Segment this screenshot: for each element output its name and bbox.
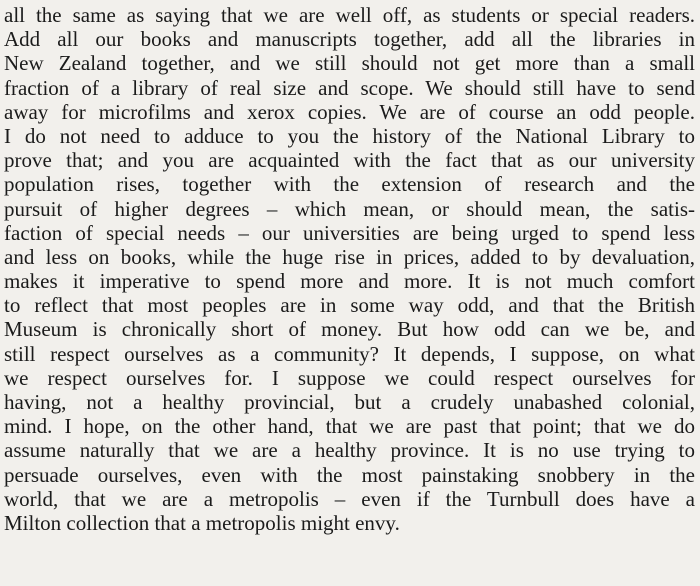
text-line: I do not need to adduce to you the history of the National Library to — [4, 123, 695, 148]
text-line: makes it imperative to spend more and more. It is not much comfort — [4, 269, 695, 294]
text-line: faction of special needs – our universities are being urged to spend less — [4, 220, 695, 245]
text-line: persuade ourselves, even with the most painstaking snobbery in the — [4, 462, 695, 487]
text-line: population rises, together with the extension of research and the — [4, 172, 695, 197]
text-line: Museum is chronically short of money. But how odd can we be, and — [4, 317, 695, 342]
text-line: away for microfilms and xerox copies. We are of course an odd people. — [4, 99, 695, 124]
text-line: fraction of a library of real size and scope. We should still have to send — [4, 75, 695, 100]
text-line: assume naturally that we are a healthy province. It is no use trying to — [4, 438, 695, 463]
text-line: mind. I hope, on the other hand, that we are past that point; that we do — [4, 414, 695, 439]
text-line: world, that we are a metropolis – even if the Turnbull does have a — [4, 486, 695, 511]
text-line: Milton collection that a metropolis might envy. — [4, 510, 400, 535]
text-line: and less on books, while the huge rise in prices, added to by devaluation, — [4, 244, 695, 269]
text-line: still respect ourselves as a community? It depends, I suppose, on what — [4, 341, 695, 366]
text-line: Add all our books and manuscripts together, add all the libraries in — [4, 27, 695, 52]
text-line: to reflect that most peoples are in some way odd, and that the British — [4, 293, 695, 318]
text-line: pursuit of higher degrees – which mean, or should mean, the satis- — [4, 196, 695, 221]
body-paragraph — [4, 3, 700, 535]
text-line: all the same as saying that we are well off, as students or special readers. — [4, 3, 695, 27]
text-line: New Zealand together, and we still should not get more than a small — [4, 51, 695, 76]
text-line: having, not a healthy provincial, but a crudely unabashed colonial, — [4, 390, 695, 414]
text-line: we respect ourselves for. I suppose we could respect ourselves for — [4, 365, 695, 390]
text-line: prove that; and you are acquainted with the fact that as our university — [4, 148, 695, 173]
